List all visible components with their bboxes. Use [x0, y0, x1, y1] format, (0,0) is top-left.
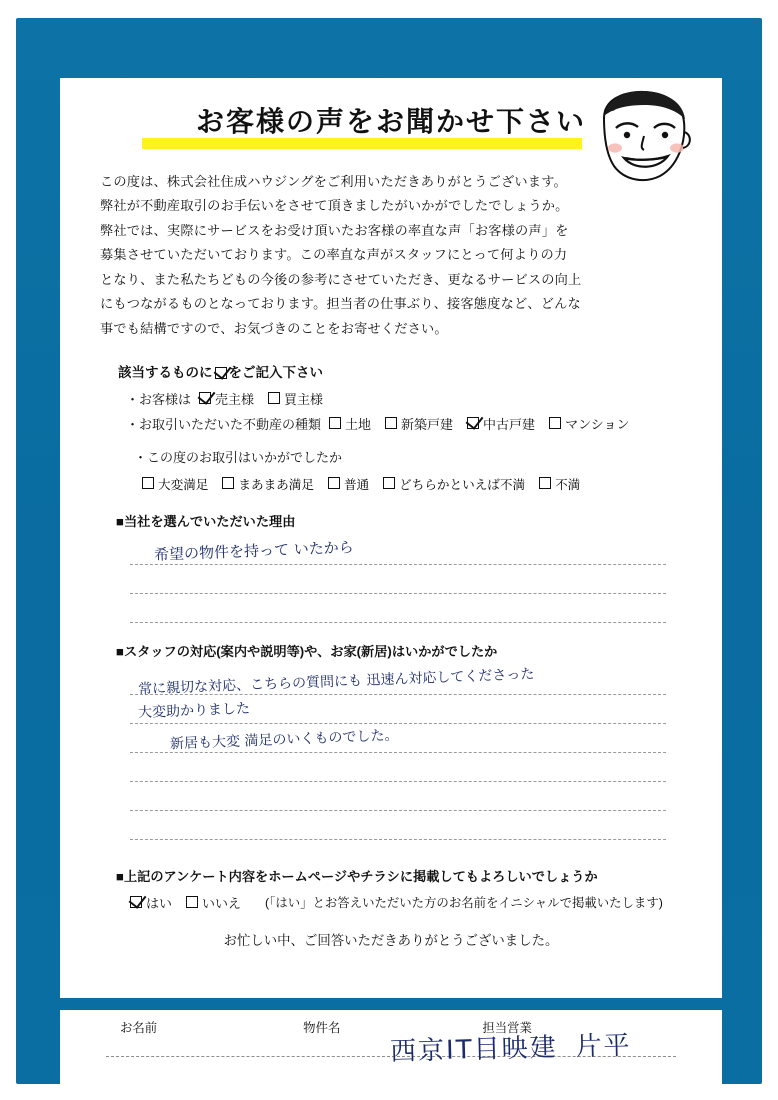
bottom-handwriting	[390, 1025, 632, 1068]
option-very-satisfied[interactable]	[142, 474, 208, 493]
question-customer-type	[126, 389, 722, 408]
block-publish-heading: ■上記のアンケート内容をホームページやチラシに掲載してもよろしいでしょうか	[116, 868, 598, 884]
intro-paragraph	[100, 170, 682, 341]
option-mansion[interactable]	[549, 414, 629, 433]
option-publish-no-label: いいえ	[202, 895, 242, 911]
option-new-house-label: 新築戸建	[401, 416, 454, 432]
checkbox-buyer[interactable]	[268, 392, 280, 404]
option-buyer-label: 買主様	[284, 391, 324, 407]
answer-line[interactable]	[130, 565, 666, 594]
checkbox-somewhat-dissatisfied[interactable]	[383, 477, 395, 489]
option-seller[interactable]	[199, 389, 254, 408]
option-new-house[interactable]	[385, 414, 453, 433]
intro-line: 弊社では、実際にサービスをお受け頂いたお客様の率直な声「お客様の声」を	[100, 222, 569, 238]
checkbox-dissatisfied[interactable]	[539, 477, 551, 489]
checkbox-seller[interactable]	[199, 392, 211, 404]
answer-line[interactable]	[130, 666, 666, 698]
handwriting-staff-name: 片平	[575, 1030, 632, 1063]
closing-message: お忙しい中、ご回答いただきありがとうございました。	[223, 932, 559, 948]
block-reason-heading: ■当社を選んでいただいた理由	[116, 513, 296, 529]
option-normal[interactable]	[328, 474, 369, 493]
checkbox-mansion[interactable]	[549, 417, 561, 429]
intro-line: にもつながるものとなっております。担当者の仕事ぶり、接客態度など、どんな	[100, 296, 581, 312]
checkbox-fairly-satisfied[interactable]	[222, 477, 234, 489]
answer-line[interactable]	[130, 695, 666, 724]
answer-line[interactable]	[130, 753, 666, 782]
option-somewhat-dissatisfied[interactable]	[383, 474, 525, 493]
option-somewhat-dissatisfied-label: どちらかといえば不満	[399, 477, 526, 492]
handwriting-text: 希望の物件を持って いたから	[153, 538, 355, 564]
intro-line: この度は、株式会社住成ハウジングをご利用いただきありがとうございます。	[100, 174, 567, 189]
publish-note: (「はい」とお答えいただいた方のお名前をイニシャルで掲載いたします)	[265, 896, 663, 911]
checkbox-new-house[interactable]	[385, 417, 397, 429]
checkmark-icon	[215, 367, 227, 379]
intro-line: となり、また私たちどもの今後の参考にさせていただき、更なるサービスの向上	[100, 271, 582, 287]
answer-line[interactable]	[130, 811, 666, 840]
option-buyer[interactable]	[268, 389, 323, 408]
handwriting-text: 常に親切な対応、こちらの質問にも 迅速ん対応してくださった	[137, 666, 535, 698]
checkbox-very-satisfied[interactable]	[142, 477, 154, 489]
survey-sheet	[60, 78, 722, 998]
option-very-satisfied-label: 大変満足	[158, 477, 209, 492]
header-staff: 担当営業	[482, 1021, 532, 1035]
option-used-house-label: 中古戸建	[483, 416, 536, 432]
option-land[interactable]	[329, 414, 371, 433]
bottom-info-table	[60, 1010, 722, 1084]
question-satisfaction-label: ・この度のお取引はいかがでしたか	[134, 449, 343, 465]
option-publish-no[interactable]	[186, 893, 241, 912]
instruction-text-post: をご記入下さい	[228, 364, 323, 380]
option-land-label: 土地	[345, 416, 372, 432]
option-normal-label: 普通	[343, 477, 370, 492]
checkbox-publish-no[interactable]	[186, 896, 198, 908]
checkbox-publish-yes[interactable]	[130, 896, 142, 908]
handwriting-text: 大変助かりました	[137, 700, 251, 722]
option-mansion-label: マンション	[565, 416, 630, 432]
intro-line: 事でも結構ですので、お気づきのことをお寄せください。	[100, 320, 448, 336]
option-used-house[interactable]	[467, 414, 535, 433]
block-staff-answer	[130, 666, 666, 840]
page-title: お客様の声をお聞かせ下さい	[195, 106, 586, 137]
answer-line[interactable]	[130, 724, 666, 753]
checkbox-normal[interactable]	[328, 477, 340, 489]
instruction-line	[118, 361, 722, 381]
answer-line[interactable]	[130, 536, 666, 565]
publish-options	[130, 893, 722, 912]
option-dissatisfied[interactable]	[539, 474, 580, 493]
option-dissatisfied-label: 不満	[555, 477, 581, 492]
checkbox-land[interactable]	[329, 417, 341, 429]
option-seller-label: 売主様	[215, 391, 255, 407]
answer-line[interactable]	[130, 594, 666, 623]
question-satisfaction-options	[142, 474, 722, 493]
checkbox-used-house[interactable]	[467, 417, 479, 429]
intro-line: 弊社が不動産取引のお手伝いをさせて頂きましたがいかがでしたでしょうか。	[100, 198, 569, 214]
document-frame	[16, 18, 762, 1084]
option-fairly-satisfied[interactable]	[222, 474, 314, 493]
question-property-label: ・お取引いただいた不動産の種類	[126, 416, 322, 432]
intro-line: 募集させていただいております。この率直な声がスタッフにとって何よりの力	[100, 247, 568, 263]
option-publish-yes[interactable]	[130, 893, 172, 912]
block-reason-answer	[130, 536, 666, 623]
block-staff-heading: ■スタッフの対応(案内や説明等)や、お家(新居)はいかがでしたか	[116, 643, 498, 659]
header-property: 物件名	[303, 1021, 341, 1035]
question-property-type	[126, 414, 722, 433]
instruction-text-pre: 該当するものに	[118, 364, 213, 380]
question-customer-label: ・お客様は	[126, 391, 192, 407]
header-name: お名前	[120, 1021, 158, 1035]
handwriting-property-name: 西京IT目映建	[389, 1032, 559, 1068]
answer-line[interactable]	[130, 782, 666, 811]
handwriting-text: 新居も大変 満足のいくものでした。	[169, 727, 399, 753]
option-publish-yes-label: はい	[146, 895, 173, 911]
option-fairly-satisfied-label: まあまあ満足	[238, 477, 314, 492]
